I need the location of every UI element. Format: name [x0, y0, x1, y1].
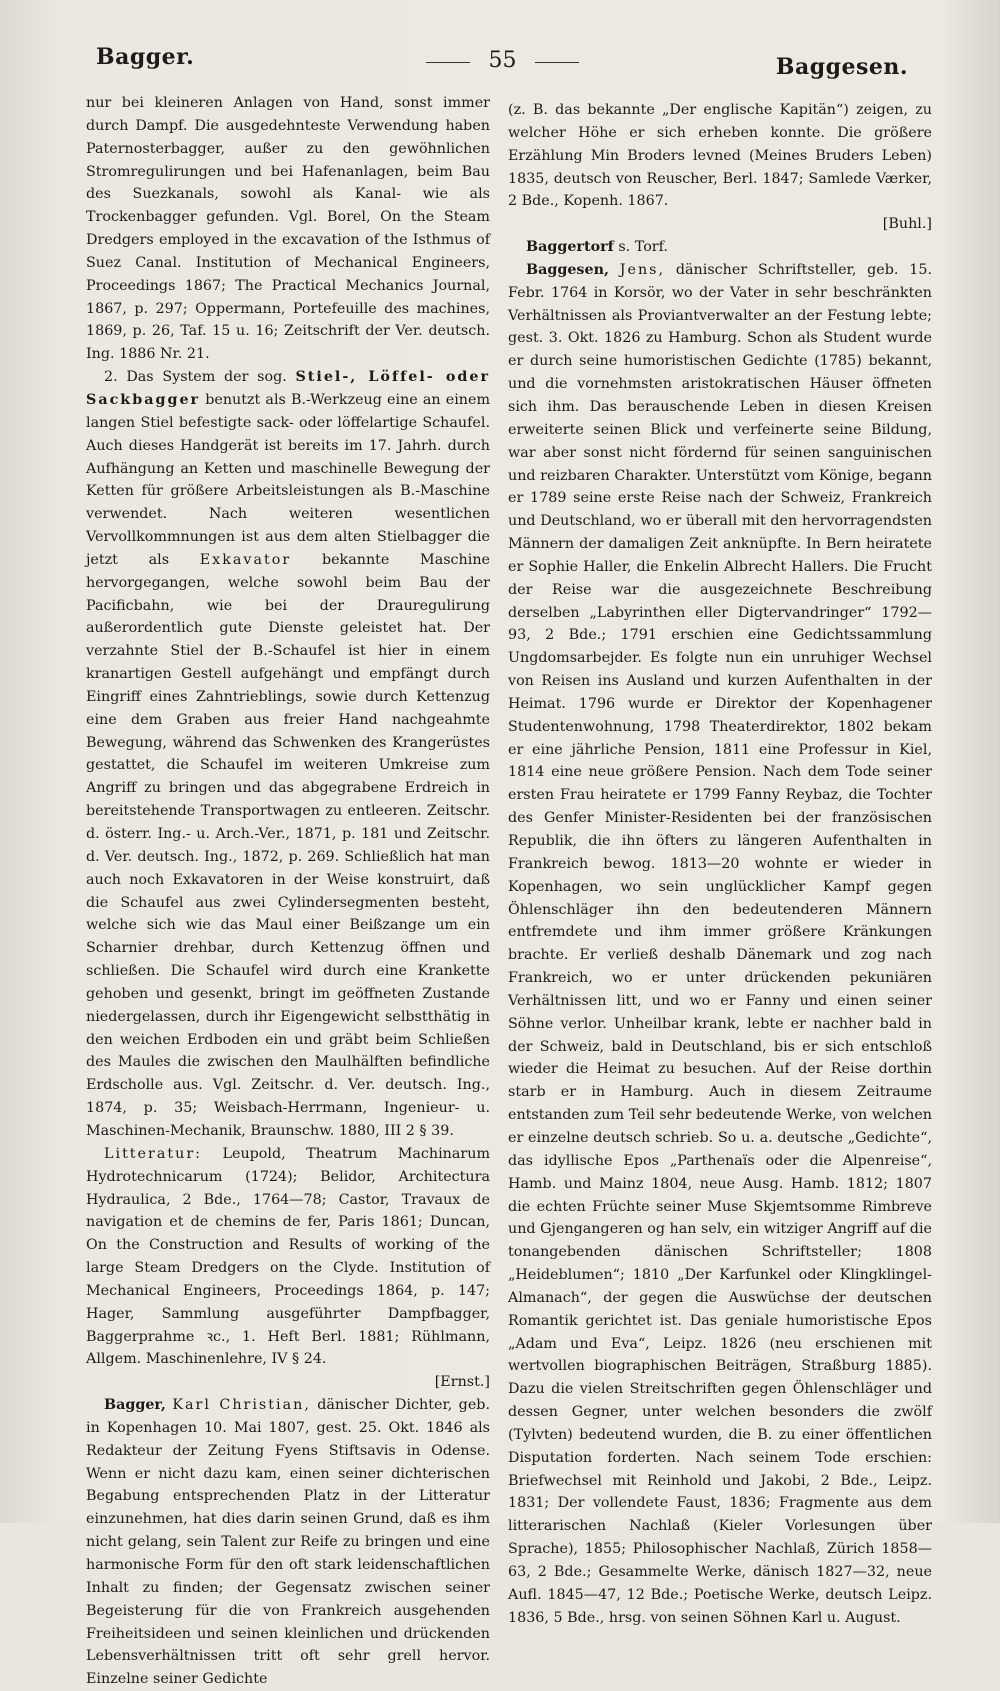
paragraph-lead: 2. Das System der sog.	[104, 369, 287, 386]
entry-headword: Baggertorf	[526, 239, 614, 256]
paragraph-text: Leupold, Theatrum Machinarum Hydrotechnicarum (1724); Belidor, Architectura Hydraulica, 2 Bde., 1764—78; Castor, Travaux de navigation et de chemins de fer, Paris 1861; Duncan, On the Construction and Results of working of the large Steam Dredgers on the Clyde. Institution of Mechanical Engineers, Proceedings 1864, p. 147; Hager, Sammlung ausgeführter Dampfbagger, Baggerprahme ꝛc., 1. Heft Berl. 1881; Rühlmann, Allgem. Maschinenlehre, IV § 24.	[86, 1145, 491, 1368]
paragraph-paternoster: nur bei kleineren Anlagen von Hand, sonst immer durch Dampf. Die ausgedehnteste Verwendung haben Paternosterbagger, außer zu den gewöhnlichen Stromregulirungen und bei Hafenanlagen, beim Bau des Suezkanals, sowohl als Kanal- wie als Trockenbagger gefunden. Vgl. Borel, On the Steam Dredgers employed in the excavation of the Isthmus of Suez Canal. Institution of Mechanical Engineers, Proceedings 1867; The Practical Mechanics Journal, 1867, p. 297; Oppermann, Portefeuille des machines, 1869, p. 26, Taf. 15 u. 16; Zeitschrift der Ver. deutsch. Ing. 1886 Nr. 21.	[86, 95, 490, 363]
entry-text: dänischer Dichter, geb. in Kopenhagen 10. Mai 1807, gest. 25. Okt. 1846 als Redakteur der Zeitung Fyens Stiftsavis in Odense. Wenn er nicht dazu kam, einen seiner dichterischen Begabung entsprechenden Platz in der Litteratur einzunehmen, hat dies darin seinen Grund, daß es ihm nicht gelang, sein Talent zur Reife zu bringen und eine harmonische Form für den oft stark leidenschaftlichen Inhalt zu finden; der Gegensatz zwischen seiner Begeisterung für die von Frankreich ausgehenden Freiheitsideen und seinen kleinlichen und drückenden Lebensverhältnissen tritt oft sehr grell hervor. Einzelne seiner Gedichte	[86, 1397, 490, 1688]
entry-baggesen	[508, 259, 932, 1630]
term-stielbagger: Stiel-, Löffel- oder Sackbagger	[86, 369, 490, 408]
paragraph-text: bekannte Maschine hervorgegangen, welche sowohl beim Bau der Pacificbahn, wie bei der Drauregulirung außerordentlich gute Dienste geleistet hat. Der verzahnte Stiel der B.-Schaufel ist hier in einem kranartigen Gestell aufgehängt und empfängt durch Eingriff eines Zahntrieblings, sowie durch Kettenzug eine dem Graben aus freier Hand nachgeahmte Bewegung, während das Schwenken des Krangerüstes gestattet, die Schaufel im weiteren Umkreise zum Angriff zu bringen und das abgegrabene Erdreich in bereitstehende Transportwagen zu entleeren. Zeitschr. d. österr. Ing.- u. Arch.-Ver., 1871, p. 181 und Zeitschr. d. Ver. deutsch. Ing., 1872, p. 269. Schließlich hat man auch noch Exkavatoren in der Weise konstruirt, daß die Schaufel aus zwei Cylindersegmenten besteht, welche sich wie das Maul einer Beißzange um ein Scharnier drehbar, durch Kettenzug öffnen und schließen. Die Schaufel wird durch eine Krankette gehoben und gesenkt, bringt im geöffneten Zustande niedergelassen, durch ihr Eigengewicht selbstthätig in den weichen Erdboden ein und gräbt beim Schließen des Maules die zwischen den Maulhälften befindliche Erdscholle aus. Vgl. Zeitschr. d. Ver. deutsch. Ing., 1874, p. 35; Weisbach-Herrmann, Ingenieur- u. Maschinen-Mechanik, Braunschw. 1880, III 2 § 39.	[86, 551, 491, 1139]
page-header	[0, 40, 1000, 80]
left-column	[86, 92, 490, 1691]
running-head-left: Bagger.	[96, 44, 195, 70]
paragraph-continuation	[508, 99, 932, 236]
entry-given-name: Jens,	[619, 261, 666, 278]
entry-baggertorf	[508, 236, 932, 259]
running-head-right: Baggesen.	[775, 54, 908, 80]
author-signature: [Buhl.]	[882, 216, 932, 233]
entry-text: s. Torf.	[618, 239, 668, 256]
page-number: 55	[420, 48, 585, 73]
entry-given-name: Karl Christian,	[172, 1397, 311, 1414]
paragraph-text: benutzt als B.-Werkzeug eine an einem langen Stiel befestigte sack- oder löffelartige Schaufel. Auch dieses Handgerät ist bereits im 17. Jahrh. durch Aufhängung an Ketten und maschinelle Bewegung der Ketten für größere Arbeitsleistungen als B.-Maschine verwendet. Nach weiteren wesentlichen Vervollkommnungen ist aus dem alten Stielbagger die jetzt als	[86, 391, 491, 568]
label-litteratur: Litteratur:	[104, 1145, 202, 1162]
paragraph-text: (z. B. das bekannte „Der englische Kapitän“) zeigen, zu welcher Höhe er sich erheben konnte. Die größere Erzählung Min Broders levned (Meines Bruders Leben) 1835, deutsch von Reuscher, Berl. 1847; Samlede Værker, 2 Bde., Kopenh. 1867.	[508, 102, 932, 210]
author-signature: [Ernst.]	[434, 1374, 490, 1391]
paragraph-stielbagger	[86, 366, 490, 1143]
entry-headword: Bagger,	[104, 1397, 166, 1414]
paragraph-litteratur	[86, 1143, 490, 1394]
term-exkavator: Exkavator	[199, 551, 292, 568]
right-column	[508, 99, 932, 1630]
entry-bagger-karl	[86, 1394, 490, 1691]
entry-headword: Baggesen,	[526, 261, 609, 278]
entry-text: dänischer Schriftsteller, geb. 15. Febr. 1764 in Korsör, wo der Vater in sehr beschränkten Verhältnissen als Proviantverwalter an der Festung lebte; gest. 3. Okt. 1826 zu Hamburg. Schon als Student wurde er durch seine humoristischen Gedichte (1785) bekannt, und die vornehmsten aristokratischen Häuser öffneten sich ihm. Das berauschende Leben in diesen Kreisen erweiterte seinen Blick und verfeinerte seine Bildung, war aber sonst nicht fördernd für seinen sanguinischen und reizbaren Charakter. Unterstützt vom Könige, begann er 1789 seine erste Reise nach der Schweiz, Frankreich und Deutschland, wo er überall mit den hervorragendsten Männern der damaligen Zeit anknüpfte. In Bern heiratete er Sophie Haller, die Enkelin Albrecht Hallers. Die Frucht der Reise war die ausgezeichnete Beschreibung derselben „Labyrinthen eller Digtervandringer“ 1792—93, 2 Bde.; 1791 erschien eine Gedichtssammlung Ungdomsarbejder. Es folgte nun ein unruhiger Wechsel von Reisen ins Ausland und kurzen Aufenthalten in der Heimat. 1796 wurde er Direktor der Kopenhagener Studentenwohnung, 1798 Theaterdirektor, 1802 bekam er eine jährliche Pension, 1811 eine Professur in Kiel, 1814 eine neue größere Pension. Nach dem Tode seiner ersten Frau heiratete er 1799 Fanny Reybaz, die Tochter des Genfer Minister-Residenten bei der französischen Republik, die ihn öfters zu längeren Aufenthalten in Frankreich bewog. 1813—20 wohnte er wieder in Kopenhagen, wo sein unglücklicher Kampf gegen Öhlenschläger ihn den bedeutenderen Männern entfremdete und ihm immer größere Kränkungen brachte. Er verließ deshalb Dänemark und zog nach Frankreich, wo er unter drückenden pekuniären Verhältnissen litt, und wo er Fanny und einen seiner Söhne verlor. Unheilbar krank, lebte er nachher bald in der Schweiz, bald in Deutschland, bis er sich entschloß wieder die Heimat zu besuchen. Auf der Reise dorthin starb er in Hamburg. Auch in diesem Zeitraume entstanden zum Teil sehr bedeutende Werke, von welchen er einzelne deutsch schrieb. So u. a. deutsche „Gedichte“, das idyllische Epos „Parthenaïs oder die Alpenreise“, Hamb. und Mainz 1804, neue Ausg. Hamb. 1812; 1807 die echten Früchte seiner Muse Skjemtsomme Rimbreve und Gjengangeren og han selv, ein witziger Angriff auf die tonangebenden dänischen Schriftsteller; 1808 „Heideblumen“; 1810 „Der Karfunkel oder Klingklingel-Almanach“, der gegen die Auswüchse der deutschen Romantik gerichtet ist. Das geniale humoristische Epos „Adam und Eva“, Leipz. 1826 (neu erschienen mit wertvollen biographischen Beiträgen, Straßburg 1885). Dazu die vielen Streitschriften gegen Öhlenschläger und dessen Gegner, unter welchen besonders die zwölf (Tylvten) bedeutend wurden, die B. zu einer öffentlichen Disputation forderten. Nach seinem Tode erschien: Briefwechsel mit Reinhold und Jakobi, 2 Bde., Leipz. 1831; Der vollendete Faust, 1836; Fragmente aus dem litterarischen Nachlaß (Kieler Vorlesungen über Sprache), 1855; Philosophischer Nachlaß, Zürich 1858—63, 2 Bde.; Gesammelte Werke, dänisch 1827—32, neue Aufl. 1845—47, 12 Bde.; Poetische Werke, deutsch Leipz. 1836, 5 Bde., hrsg. von seinen Söhnen Karl u. August.	[508, 261, 932, 1626]
